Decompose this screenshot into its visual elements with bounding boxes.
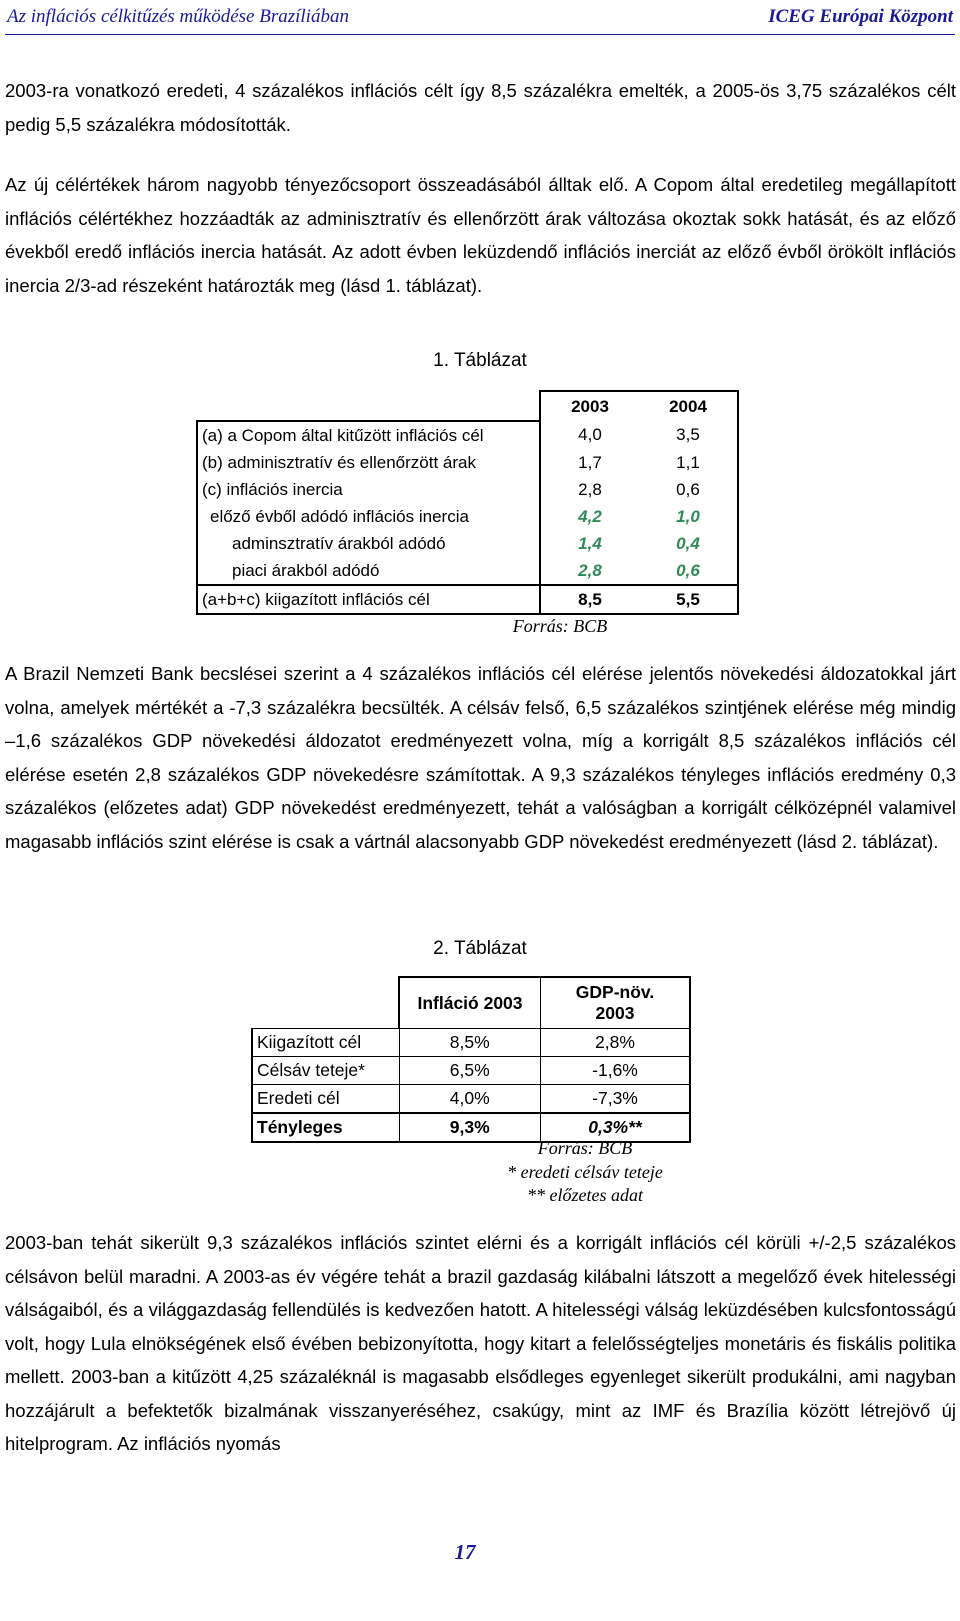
table1-year-2004: 2004 — [639, 391, 738, 421]
table2-cell: 4,0% — [399, 1085, 541, 1114]
table1-cell: 4,0 — [578, 425, 602, 444]
table1-header-row — [197, 391, 738, 421]
table2-cell: 6,5% — [399, 1057, 541, 1085]
table2-cell: -1,6% — [541, 1057, 691, 1085]
table1-cell: 1,4 — [578, 533, 602, 553]
table1-year-2003: 2003 — [540, 391, 639, 421]
table1-cell: 4,2 — [578, 506, 602, 526]
table1-cell: 1,1 — [639, 449, 738, 476]
table2-note-2: ** előzetes adat — [527, 1185, 643, 1205]
table-row — [197, 530, 738, 557]
paragraph-4: 2003-ban tehát sikerült 9,3 százalékos inflációs szintet elérni és a korrigált inflációs cél körüli +/-2,5 százalékos célsávon belül maradni. A 2003-as év végére tehát a brazil gazdaság kilábalni látszott a megelőző évek hitelességi válságaiból, és a világgazdaság fellendülés is kedvezően hatott. A hitelességi válság leküzdésében kulcsfontosságú volt, hogy Lula elnökségének első évében bebizonyította, hogy kitart a felelősségteljes monetáris és fiskális politika mellett. 2003-ban a kitűzött 4,25 százaléknál is magasabb elsődleges egyenleget sikerült produkálni, ami nagyban hozzájárult a befektetők bizalmának visszanyeréséhez, csakúgy, mint az IMF és Brazília között létrejövő új hitelprogram. Az inflációs nyomás — [5, 1232, 956, 1454]
table2-cell: -7,3% — [541, 1085, 691, 1114]
table2-row-label: Eredeti cél — [252, 1085, 399, 1114]
table1-row-label: előző évből adódó inflációs inercia — [197, 503, 540, 530]
table-row — [197, 476, 738, 503]
table-row — [252, 1085, 690, 1114]
table2-row-label: Célsáv teteje* — [252, 1057, 399, 1085]
table1-cell: 2,8 — [578, 479, 602, 499]
page-header — [5, 0, 955, 35]
table1-row-label: (b) adminisztratív és ellenőrzött árak — [197, 449, 540, 476]
table2-col-gdp-line1: GDP-növ. — [575, 982, 655, 1002]
table1-cell: 1,0 — [639, 503, 738, 530]
table1-cell: 0,6 — [639, 557, 738, 585]
table2-caption: 2. Táblázat — [433, 938, 527, 959]
table2-row-label: Kiigazított cél — [252, 1029, 399, 1057]
header-organization: ICEG Európai Központ — [768, 6, 953, 27]
table2-note-1: * eredeti célsáv teteje — [507, 1162, 663, 1182]
table1 — [196, 390, 739, 615]
table1-cell: 8,5 — [540, 585, 639, 614]
table1-row-label: (c) inflációs inercia — [197, 476, 540, 503]
table-row — [197, 585, 738, 614]
table2-cell: 0,3%** — [541, 1113, 691, 1142]
table1-cell: 0,6 — [639, 476, 738, 503]
table1-cell: 3,5 — [639, 421, 738, 449]
table2-source: Forrás: BCB — [537, 1138, 633, 1158]
table1-row-label: (a) a Copom által kitűzött inflációs cél — [197, 421, 540, 449]
table2-cell: 8,5% — [399, 1029, 541, 1057]
paragraph-3: A Brazil Nemzeti Bank becslései szerint a 4 százalékos inflációs cél elérése jelentős növekedési áldozatokkal járt volna, amelyek mértékét a -7,3 százalékra becsülték. A célsáv felső, 6,5 százalékos szintjének elérése még mindig –1,6 százalékos GDP növekedési áldozatot eredményezett volna, míg a korrigált 8,5 százalékos inflációs cél elérése esetén 2,8 százalékos GDP növekedésre számítottak. A 9,3 százalékos tényleges inflációs eredmény 0,3 százalékos (előzetes adat) GDP növekedést eredményezett, tehát a valóságban a korrigált célközépnél valamivel magasabb inflációs szint elérése is csak a vártnál alacsonyabb GDP növekedést eredményezett (lásd 2. táblázat). — [5, 663, 956, 852]
table1-cell: 1,7 — [578, 452, 602, 472]
paragraph-1: 2003-ra vonatkozó eredeti, 4 százalékos inflációs célt így 8,5 százalékra emelték, a 2005-ös 3,75 százalékos célt pedig 5,5 százalékra módosították. — [5, 80, 956, 135]
table2 — [251, 976, 691, 1143]
table-row — [252, 1057, 690, 1085]
table1-cell: 0,4 — [639, 530, 738, 557]
table2-col-gdp-line2: 2003 — [595, 1003, 635, 1023]
table-row — [197, 449, 738, 476]
table1-caption: 1. Táblázat — [433, 350, 527, 371]
table1-row-label: (a+b+c) kiigazított inflációs cél — [197, 585, 540, 614]
table2-row-label: Tényleges — [252, 1113, 399, 1142]
header-document-title: Az inflációs célkitűzés működése Brazíliában — [7, 6, 349, 27]
table1-cell: 5,5 — [639, 585, 738, 614]
page-number: 17 — [454, 1540, 476, 1564]
table1-source: Forrás: BCB — [512, 616, 608, 636]
table2-cell: 2,8% — [541, 1029, 691, 1057]
table-row — [197, 503, 738, 530]
table-row — [252, 1029, 690, 1057]
table1-cell: 2,8 — [578, 560, 602, 580]
table2-header-row — [252, 977, 690, 1029]
table2-col-inflation: Infláció 2003 — [399, 977, 541, 1029]
table-row — [197, 557, 738, 585]
table1-row-label: adminsztratív árakból adódó — [197, 530, 540, 557]
table2-cell: 9,3% — [399, 1113, 541, 1142]
paragraph-2: Az új célértékek három nagyobb tényezőcsoport összeadásából álltak elő. A Copom által eredetileg megállapított inflációs célértékhez hozzáadták az adminisztratív és ellenőrzött árak változása okoztak sokk hatását, és az előző évekből eredő inflációs inercia hatását. Az adott évben leküzdendő inflációs inerciát az előző évből örökölt inflációs inercia 2/3-ad részeként határozták meg (lásd 1. táblázat). — [5, 174, 956, 296]
table1-row-label: piaci árakból adódó — [197, 557, 540, 585]
table2-col-gdp — [541, 977, 691, 1029]
table-row — [197, 421, 738, 449]
